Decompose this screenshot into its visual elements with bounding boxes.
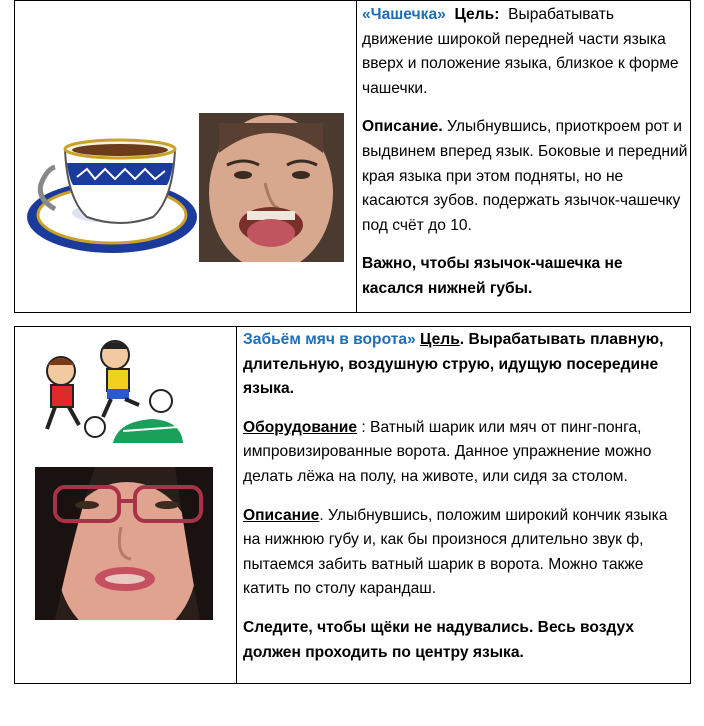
column-divider (236, 327, 237, 683)
description-text: . Улыбнувшись, положим широкий кончик языка на нижнюю губу и, как бы произнося длительно звук ф, пытаемся забить ватный шарик в ворота. Можно также катить по столу карандаш. (243, 506, 668, 598)
equipment-text: : Ватный шарик или мяч от пинг-понга, импровизированные ворота. Данное упражнение можно делать лёжа на полу, на животе, или сидя за столом. (243, 418, 652, 485)
goal-text: Вырабатывать движение широкой передней части языка вверх и положение языка, близкое к форме чашечки. (362, 6, 679, 97)
description-label: Описание. (362, 118, 443, 136)
description-label: Описание (243, 506, 320, 524)
goal-description (243, 328, 688, 679)
description-text: Улыбнувшись, приоткроем рот и выдвинем вперед язык. Боковые и передний края языка при этом подняты, но не касаются зубов. подержать язычок-чашечку под счёт до 10. (362, 118, 688, 234)
important-note: Важно, чтобы язычок-чашечка не касался нижней губы. (362, 255, 623, 297)
exercise-cup-card (14, 0, 691, 313)
exercise-goal-card (14, 326, 691, 684)
cup-description (362, 3, 688, 316)
cup-illustration (25, 129, 200, 259)
football-kids-illustration (23, 331, 183, 443)
cup-tea (72, 144, 168, 156)
ball-1 (85, 417, 105, 437)
important-note: Следите, чтобы щёки не надувались. Весь воздух должен проходить по центру языка. (243, 618, 635, 661)
exercise-title: Забьём мяч в ворота» (243, 331, 416, 348)
ball-2 (150, 390, 172, 412)
equipment-label: Оборудование (243, 418, 358, 436)
kid1-shirt (51, 385, 73, 407)
goal-label: Цель: (454, 6, 500, 23)
column-divider (356, 1, 357, 312)
goal-label: Цель (420, 331, 460, 348)
exercise-title: «Чашечка» (362, 6, 446, 23)
goal-text: . Вырабатывать плавную, длительную, воздушную струю, идущую посередине языка. (243, 331, 664, 398)
cup-body (65, 149, 175, 223)
blowing-air-photo (35, 467, 213, 620)
tongue-cup-photo (199, 113, 344, 262)
kid2-shirt (107, 369, 129, 391)
